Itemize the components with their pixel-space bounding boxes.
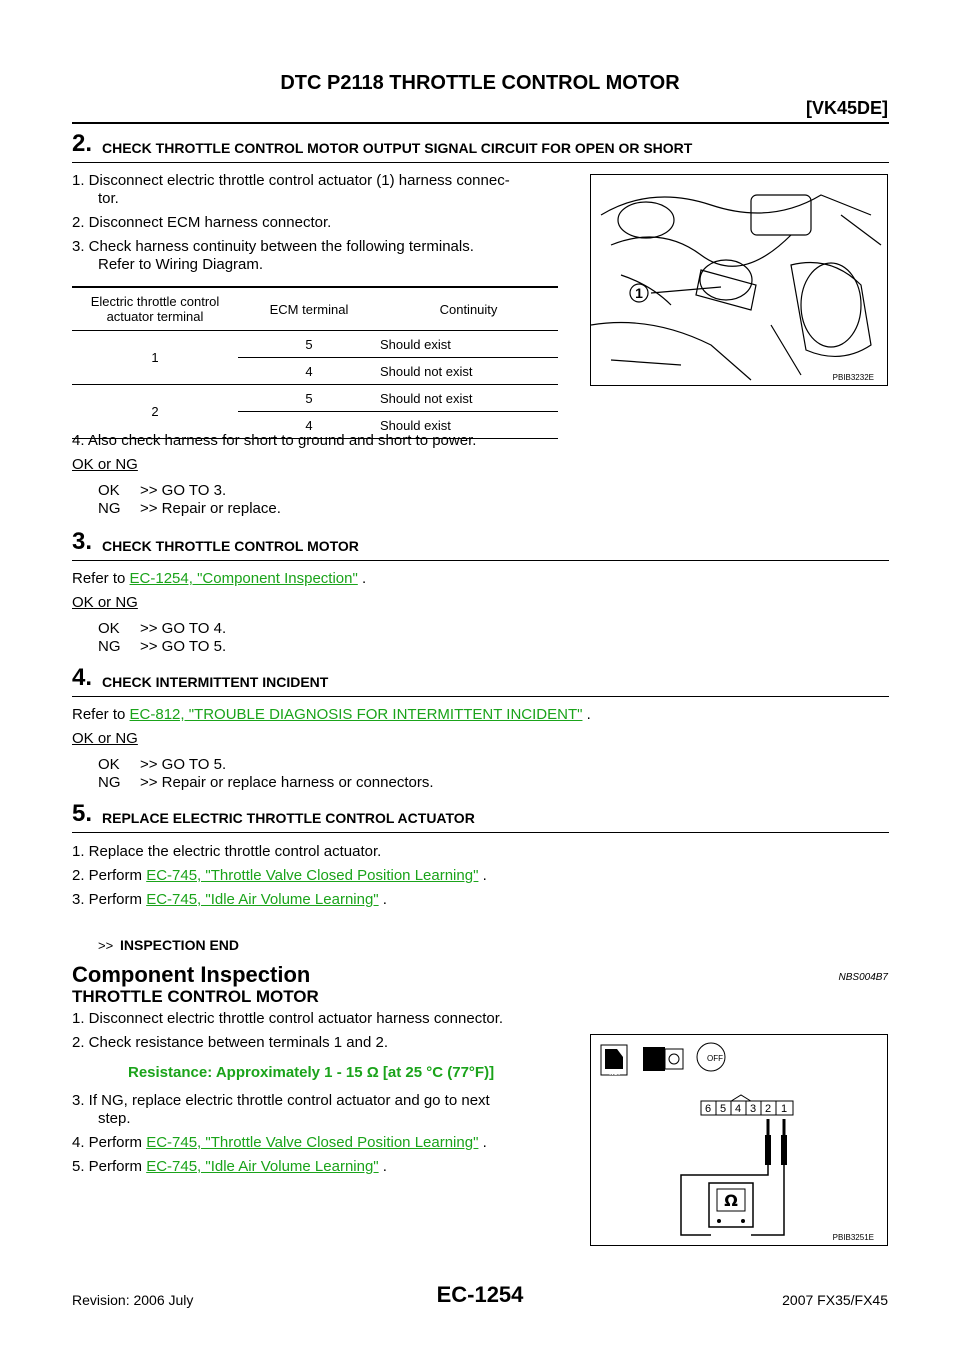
- figure-callout: 1: [635, 285, 643, 301]
- col-header-continuity: Continuity: [380, 287, 558, 331]
- inspection-end: >> INSPECTION END: [98, 937, 240, 953]
- figure-label: PBIB3232E: [832, 373, 874, 382]
- step-heading: REPLACE ELECTRIC THROTTLE CONTROL ACTUATOR: [102, 810, 475, 826]
- ecm-cell: 5: [238, 331, 380, 358]
- resistance-check-illustration: [591, 1035, 887, 1245]
- ts-label: T.S.: [607, 1070, 621, 1077]
- step5-line3: 3. Perform EC-745, "Idle Air Volume Learning" .: [72, 891, 387, 908]
- resistance-spec: Resistance: Approximately 1 - 15 Ω [at 25 °C (77°F)]: [128, 1064, 495, 1081]
- ok-ng-label: OK or NG: [72, 594, 138, 611]
- ecm-cell: 4: [238, 412, 380, 439]
- step2-line3: 3. Check harness continuity between the following terminals.: [72, 238, 474, 255]
- table-row: [72, 331, 558, 358]
- component-inspection-link[interactable]: EC-1254, "Component Inspection": [129, 570, 358, 587]
- pin-label: 4: [734, 1103, 742, 1115]
- engine-illustration: [591, 175, 887, 385]
- ng-result: NG >> Repair or replace harness or connectors.: [98, 774, 434, 791]
- step-number: 5.: [72, 800, 93, 827]
- continuity-cell: Should exist: [380, 331, 558, 358]
- idle-air-learning-link[interactable]: EC-745, "Idle Air Volume Learning": [146, 891, 379, 908]
- step2-line1-cont: tor.: [98, 190, 119, 207]
- step-2-header: [72, 130, 889, 163]
- continuity-cell: Should not exist: [380, 385, 558, 412]
- terminal-cell: 2: [72, 385, 238, 439]
- step-number: 3.: [72, 528, 93, 555]
- pin-label: 3: [749, 1103, 757, 1115]
- section-title: Component Inspection: [72, 962, 311, 987]
- page-number: EC-1254: [436, 1282, 524, 1307]
- terminal-cell: 1: [72, 331, 238, 385]
- ecm-cell: 5: [238, 385, 380, 412]
- idle-air-learning-link[interactable]: EC-745, "Idle Air Volume Learning": [146, 1158, 379, 1175]
- step-3-header: [72, 528, 889, 561]
- subsection-title: THROTTLE CONTROL MOTOR: [72, 987, 319, 1006]
- step4-refer: Refer to EC-812, "TROUBLE DIAGNOSIS FOR INTERMITTENT INCIDENT" .: [72, 706, 591, 723]
- comp-line3: 3. If NG, replace electric throttle control actuator and go to next: [72, 1092, 490, 1109]
- revision: Revision: 2006 July: [72, 1292, 194, 1308]
- ok-result: OK >> GO TO 4.: [98, 620, 227, 637]
- model: 2007 FX35/FX45: [782, 1292, 888, 1308]
- intermittent-incident-link[interactable]: EC-812, "TROUBLE DIAGNOSIS FOR INTERMITTENT INCIDENT": [129, 706, 583, 723]
- figure-label: PBIB3251E: [832, 1233, 874, 1242]
- throttle-valve-learning-link[interactable]: EC-745, "Throttle Valve Closed Position Learning": [146, 1134, 479, 1151]
- ok-ng-label: OK or NG: [72, 456, 138, 473]
- comp-line1: 1. Disconnect electric throttle control actuator harness connector.: [72, 1010, 504, 1027]
- throttle-valve-learning-link[interactable]: EC-745, "Throttle Valve Closed Position Learning": [146, 867, 479, 884]
- table-row: [72, 385, 558, 412]
- step-heading: CHECK THROTTLE CONTROL MOTOR OUTPUT SIGNAL CIRCUIT FOR OPEN OR SHORT: [102, 140, 693, 156]
- section-code: NBS004B7: [838, 972, 888, 983]
- off-label: OFF: [707, 1054, 723, 1063]
- col-header-ecm: ECM terminal: [238, 287, 380, 331]
- page-title: DTC P2118 THROTTLE CONTROL MOTOR: [280, 72, 680, 94]
- ohmmeter-figure: [590, 1034, 888, 1246]
- header-rule: [72, 122, 889, 124]
- step2-line3-cont: Refer to Wiring Diagram.: [98, 256, 264, 273]
- continuity-table: [72, 286, 558, 439]
- connector-icon: [643, 1047, 665, 1071]
- step-heading: CHECK THROTTLE CONTROL MOTOR: [102, 538, 359, 554]
- continuity-cell: Should not exist: [380, 358, 558, 385]
- step-number: 4.: [72, 664, 93, 691]
- step2-line2: 2. Disconnect ECM harness connector.: [72, 214, 332, 231]
- ok-result: OK >> GO TO 3.: [98, 482, 227, 499]
- step-number: 2.: [72, 130, 93, 157]
- engine-bay-figure: [590, 174, 888, 386]
- comp-line5: 5. Perform EC-745, "Idle Air Volume Learning" .: [72, 1158, 387, 1175]
- step2-line1: 1. Disconnect electric throttle control actuator (1) harness connec-: [72, 172, 510, 189]
- step2-line4: 4. Also check harness for short to ground and short to power.: [72, 432, 477, 449]
- continuity-cell: Should exist: [380, 412, 558, 439]
- comp-line3-cont: step.: [98, 1110, 131, 1127]
- step5-line2: 2. Perform EC-745, "Throttle Valve Closed Position Learning" .: [72, 867, 487, 884]
- ecm-cell: 4: [238, 358, 380, 385]
- comp-line2: 2. Check resistance between terminals 1 and 2.: [72, 1034, 389, 1051]
- ohm-symbol: Ω: [724, 1191, 738, 1210]
- pin-label: 6: [704, 1103, 712, 1115]
- pin-label: 2: [764, 1103, 772, 1115]
- engine-code: [VK45DE]: [805, 98, 888, 118]
- ok-result: OK >> GO TO 5.: [98, 756, 227, 773]
- step3-refer: Refer to EC-1254, "Component Inspection" .: [72, 570, 367, 587]
- pin-label: 5: [719, 1103, 727, 1115]
- col-header-terminal: Electric throttle control actuator terminal: [72, 287, 238, 331]
- comp-line4: 4. Perform EC-745, "Throttle Valve Closed Position Learning" .: [72, 1134, 487, 1151]
- ng-result: NG >> GO TO 5.: [98, 638, 227, 655]
- pin-label: 1: [780, 1103, 788, 1115]
- step-5-header: [72, 800, 889, 833]
- step5-line1: 1. Replace the electric throttle control actuator.: [72, 843, 382, 860]
- ok-ng-label: OK or NG: [72, 730, 138, 747]
- step-heading: CHECK INTERMITTENT INCIDENT: [102, 674, 329, 690]
- step-4-header: [72, 664, 889, 697]
- ng-result: NG >> Repair or replace.: [98, 500, 281, 517]
